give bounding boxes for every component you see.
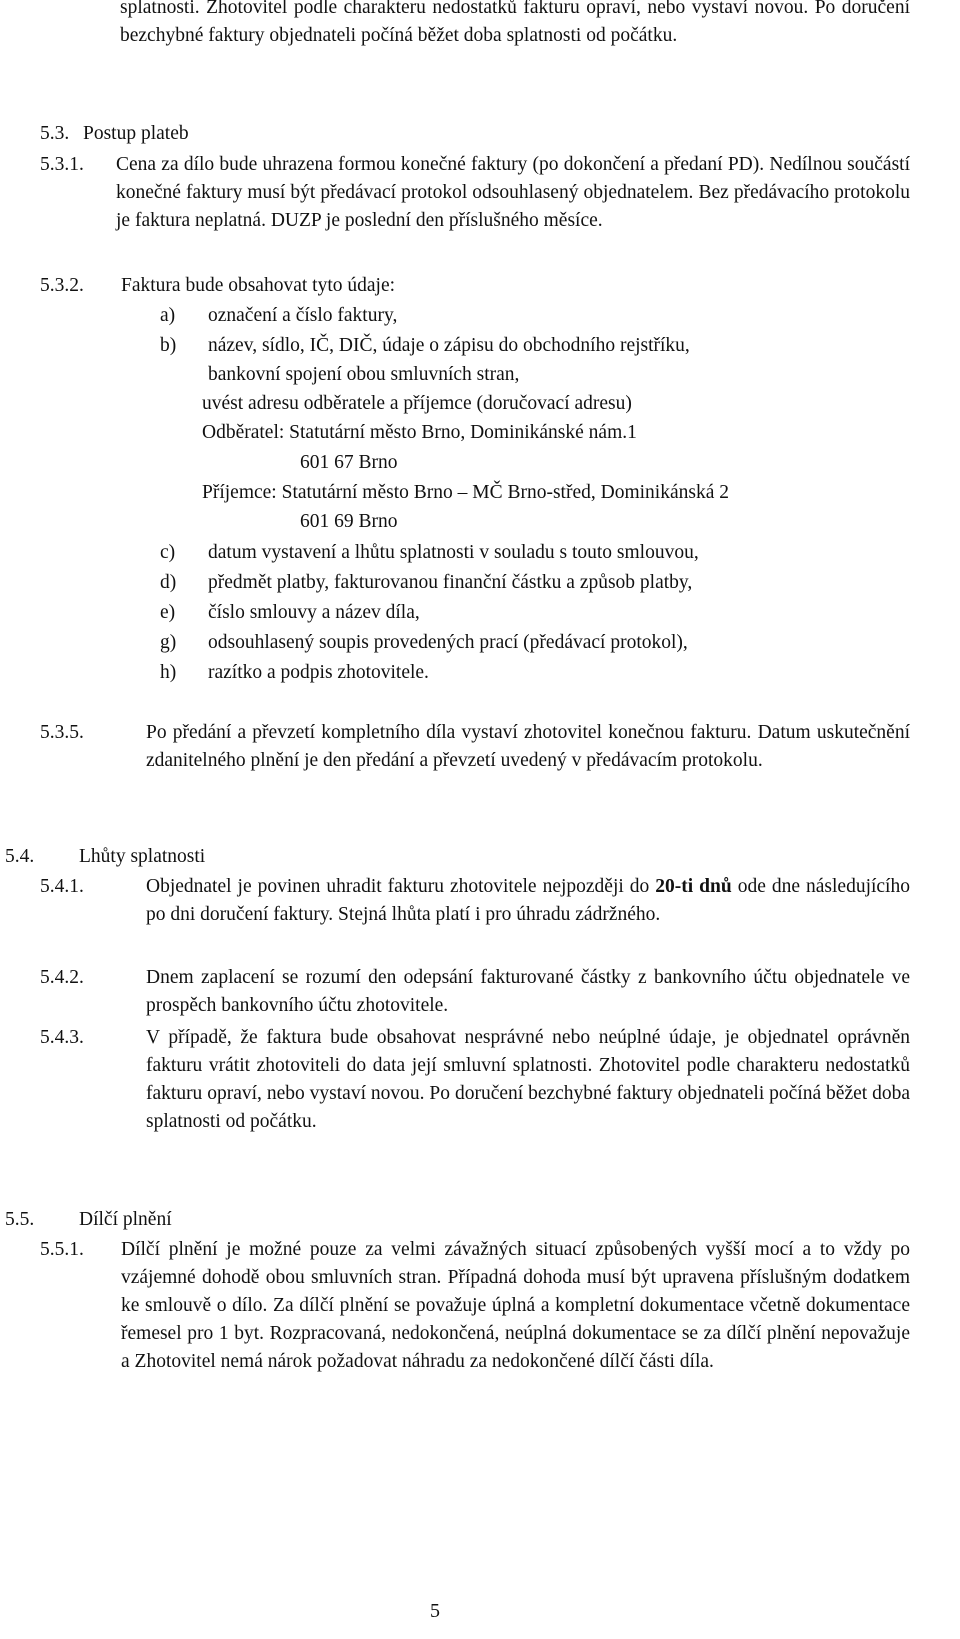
list-label: d) [160,572,177,593]
list-text: označení a číslo faktury, [208,305,398,326]
item-text: Po předání a převzetí kompletního díla vystaví zhotovitel konečnou fakturu. Datum uskutečnění zdanitelného plnění je den předání a převzetí uvedený v předávacím protokolu. [146,722,910,771]
item-text: V případě, že faktura bude obsahovat nesprávné nebo neúplné údaje, je objednatel oprávněn fakturu vrátit zhotoviteli do data její smluvní splatnosti. Zhotovitel podle charakteru nedostatků fakturu opraví, nebo vystaví novou. Po doručení bezchybné faktury objednateli počíná běžet doba splatnosti od počátku. [146,1027,910,1132]
odberatel-psc: 601 67 Brno [300,452,398,473]
item-text: Dnem zaplacení se rozumí den odepsání fakturované částky z bankovního účtu objednatele ve prospěch bankovního účtu zhotovitele. [146,967,910,1016]
text-part: ode dne následujícího po dni doručení faktury. Stejná lhůta platí i pro úhradu zádržného. [146,876,910,925]
prijemce-psc: 601 69 Brno [300,511,398,532]
item-text: Cena za dílo bude uhrazena formou konečné faktury (po dokončení a předaní PD). Nedílnou součástí konečné faktury musí být předávací protokol odsouhlasený objednatelem. Bez předávacího protokolu je faktura neplatná. DUZP je poslední den příslušného měsíce. [116,154,910,231]
item-number: 5.4.3. [40,1027,84,1048]
list-text: razítko a podpis zhotovitele. [208,662,429,683]
section-title: Lhůty splatnosti [79,846,206,867]
section-number: 5.4. [5,846,35,867]
list-text: datum vystavení a lhůtu splatnosti v souladu s touto smlouvou, [208,542,699,563]
list-continuation: bankovní spojení obou smluvních stran, [208,364,520,385]
item-number: 5.3.1. [40,154,84,175]
list-item [160,659,429,687]
list-item [160,332,912,360]
list-label: e) [160,602,176,623]
address-intro: uvést adresu odběratele a příjemce (doručovací adresu) [202,393,632,414]
list-text: odsouhlasený soupis provedených prací (předávací protokol), [208,632,688,653]
section-number: 5.5. [5,1209,35,1230]
section-title: Dílčí plnění [79,1209,172,1230]
item-text [146,873,910,929]
list-item [160,539,699,567]
item-number: 5.4.1. [40,876,84,897]
list-label: b) [160,335,177,356]
item-number: 5.4.2. [40,967,84,988]
odberatel-line: Odběratel: Statutární město Brno, Dominikánské nám.1 [202,422,637,443]
list-item [160,569,692,597]
list-item [160,599,420,627]
prijemce-line: Příjemce: Statutární město Brno – MČ Brno-střed, Dominikánská 2 [202,482,729,503]
text-part: Objednatel je povinen uhradit fakturu zhotovitele nejpozději do [146,876,656,897]
list-label: g) [160,632,177,653]
item-intro: Faktura bude obsahovat tyto údaje: [121,275,396,296]
page-number: 5 [430,1600,440,1622]
item-number: 5.3.2. [40,275,84,296]
continuation-paragraph: splatnosti. Zhotovitel podle charakteru nedostatků fakturu opraví, nebo vystaví novou. Po doručení bezchybné faktury objednateli počíná běžet doba splatnosti od počátku. [120,0,910,46]
list-text: číslo smlouvy a název díla, [208,602,420,623]
item-text: Dílčí plnění je možné pouze za velmi závažných situací způsobených vyšší mocí a to vždy po vzájemné dohodě obou smluvních stran. Případná dohoda musí být upravena příslušným dodatkem ke smlouvě o dílo. Za dílčí plnění se považuje úplná a kompletní dokumentace včetně dokumentace řemesel pro 1 byt. Rozpracovaná, nedokončená, neúplná dokumentace se za dílčí plnění nepovažuje a Zhotovitel nemá nárok požadovat náhradu za nedokončené dílčí části díla. [121,1239,910,1372]
list-label: h) [160,662,177,683]
section-number: 5.3. [40,123,70,144]
list-label: a) [160,305,176,326]
list-text: předmět platby, fakturovanou finanční částku a způsob platby, [208,572,693,593]
item-number: 5.5.1. [40,1239,84,1260]
section-title: Postup plateb [83,123,189,144]
list-text: název, sídlo, IČ, DIČ, údaje o zápisu do obchodního rejstříku, [208,335,690,356]
list-label: c) [160,542,176,563]
list-item [160,629,688,657]
deadline-bold: 20-ti dnů [655,876,732,897]
list-item [160,302,397,330]
item-number: 5.3.5. [40,722,84,743]
